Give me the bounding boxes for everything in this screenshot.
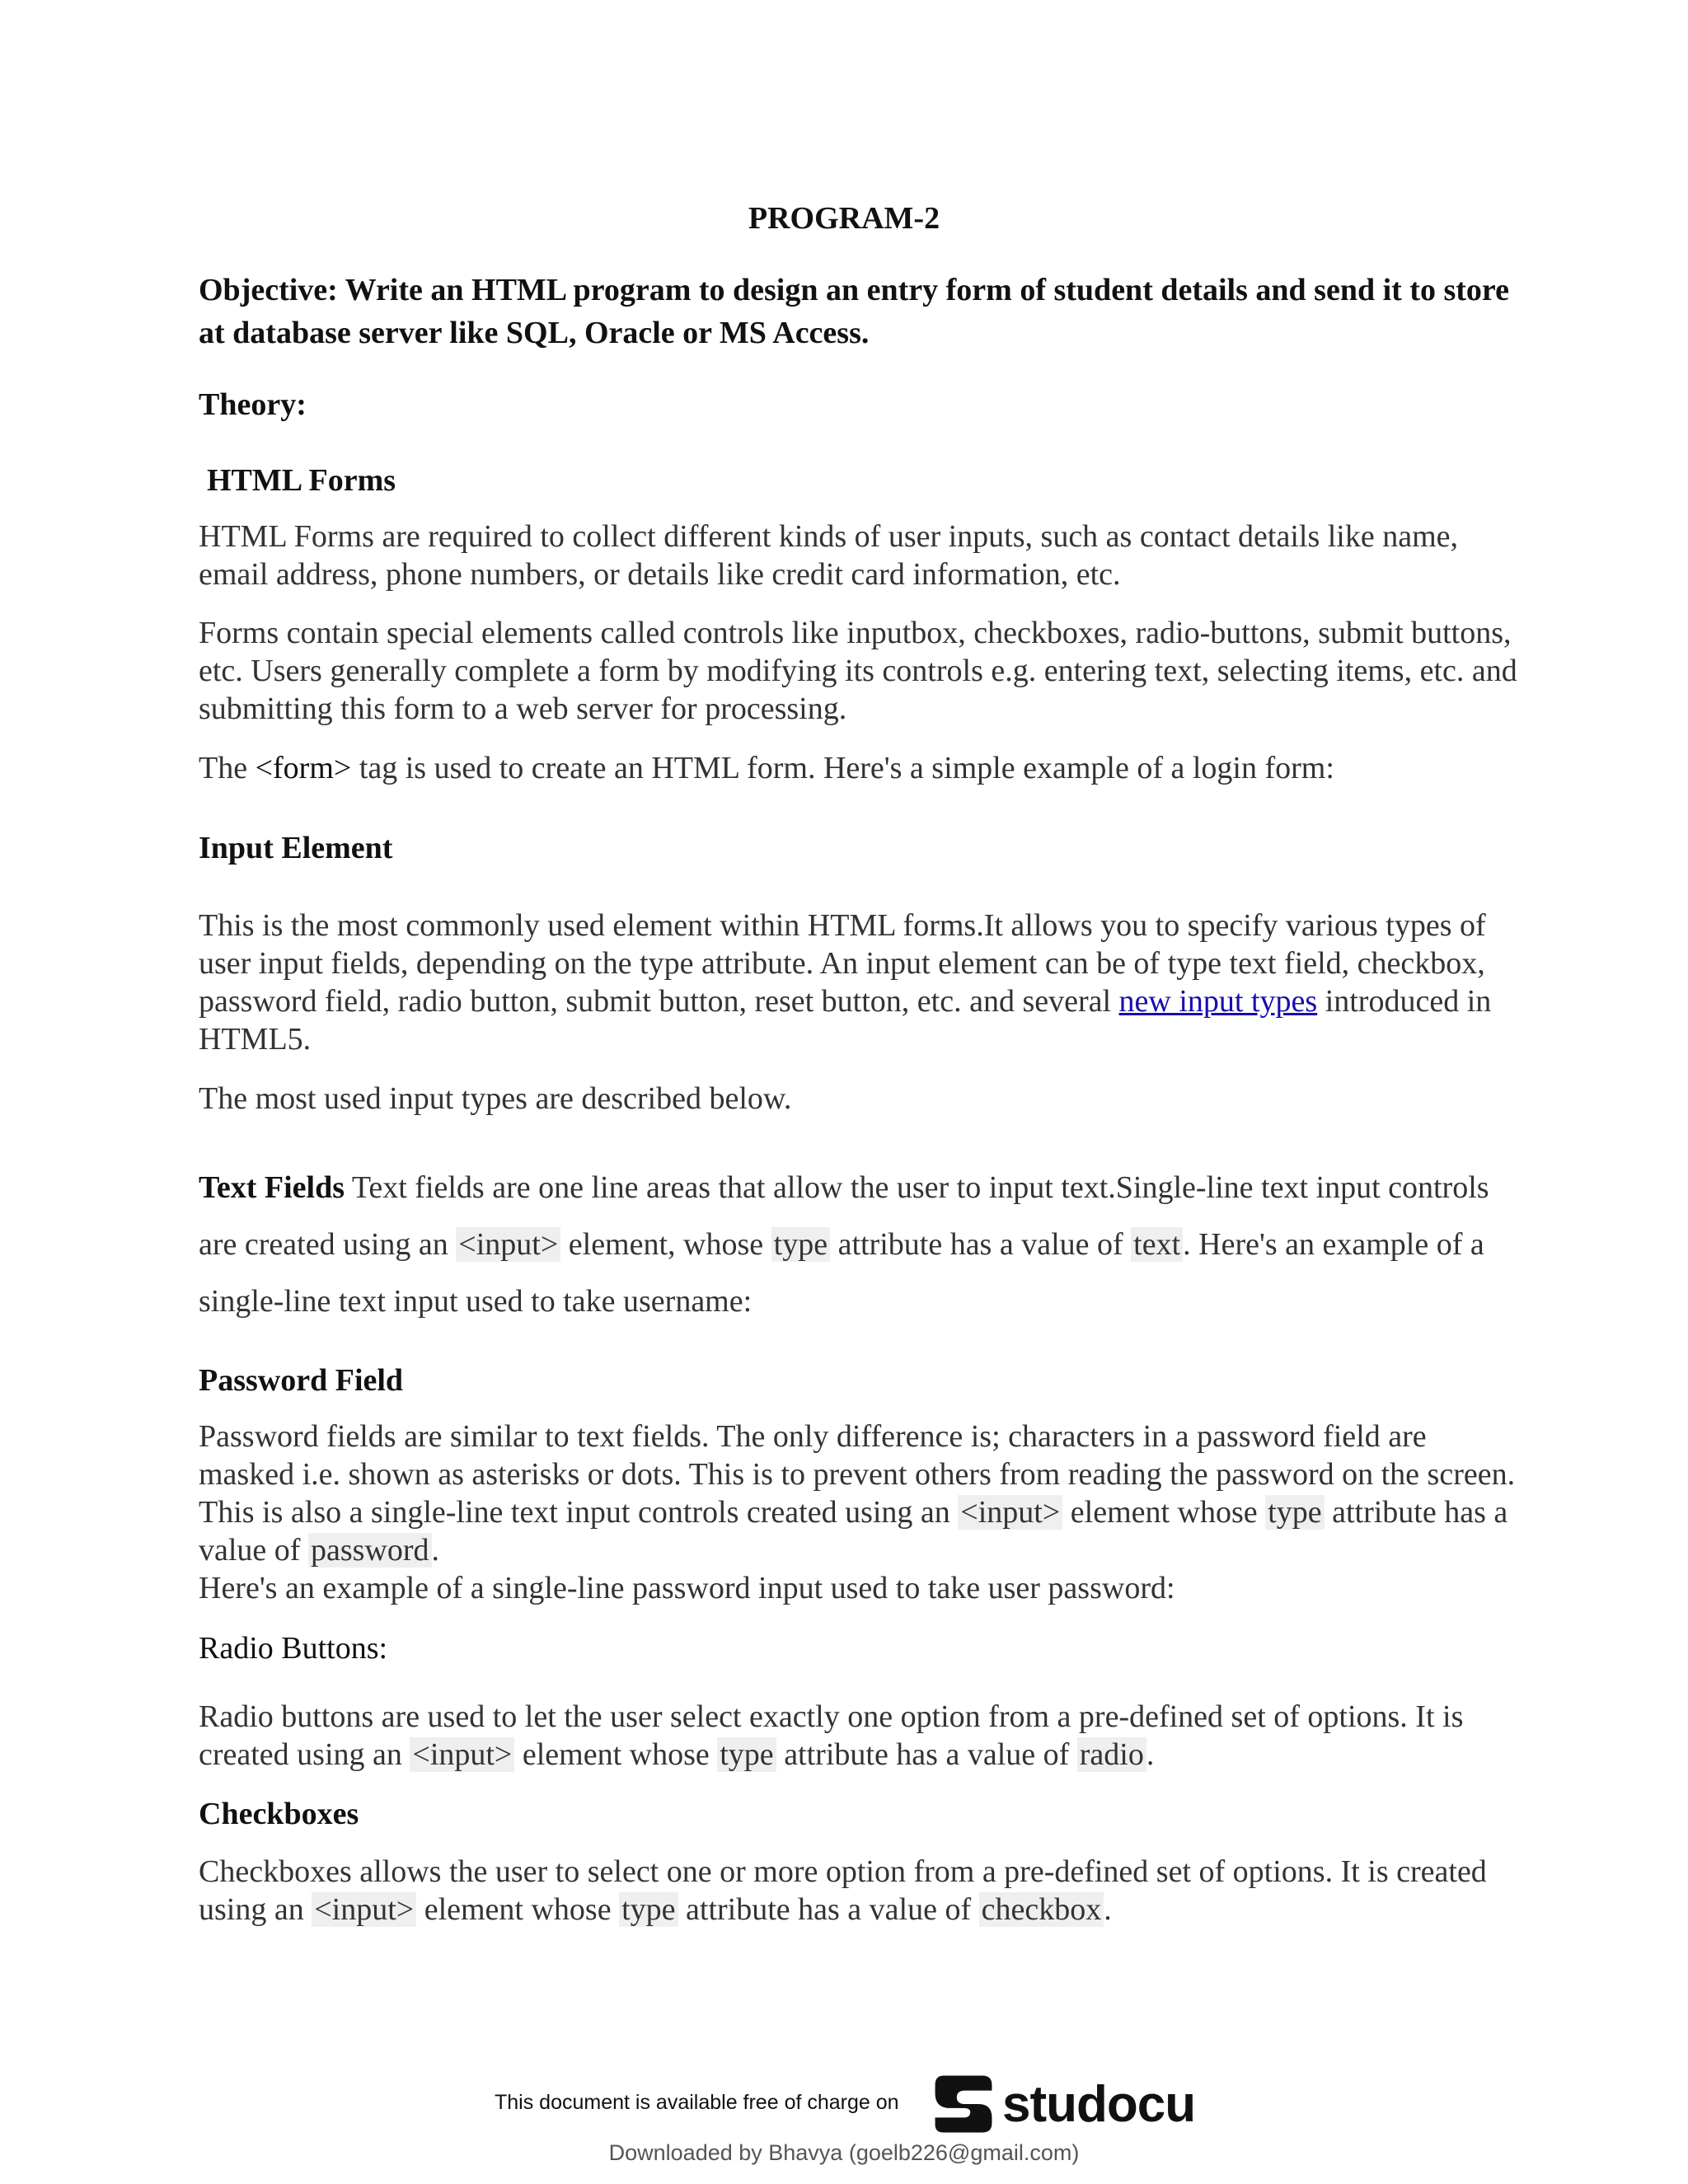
- inline-code: password: [308, 1533, 432, 1568]
- studocu-wordmark: studocu: [1002, 2075, 1196, 2133]
- downloaded-by-text: Downloaded by Bhavya (goelb226@gmail.com): [608, 2140, 1080, 2165]
- checkboxes-paragraph: Checkboxes allows the user to select one or more option from a pre-defined set of options. It is created using an <input> element whose type attribute has a value of checkbox.: [199, 1854, 1487, 1927]
- inline-code: <input>: [456, 1227, 560, 1262]
- input-element-paragraph: This is the most commonly used element within HTML forms.It allows you to specify various types of user input fields, depending on the type attribute. An input element can be of type text field, checkbox, password field, radio button, submit button, reset button, etc. and several new input types introduced in HTML5.: [199, 908, 1492, 1057]
- studocu-logo[interactable]: [930, 2070, 1195, 2138]
- inline-code: radio: [1077, 1737, 1146, 1772]
- radio-buttons-paragraph: Radio buttons are used to let the user select exactly one option from a pre-defined set of options. It is created using an <input> element whose type attribute has a value of radio.: [199, 1699, 1464, 1772]
- inline-code: <input>: [958, 1495, 1062, 1530]
- radio-buttons-heading: Radio Buttons:: [199, 1631, 388, 1666]
- new-input-types-link[interactable]: new input types: [1118, 984, 1318, 1019]
- password-field-paragraph: Password fields are similar to text fields. The only difference is; characters in a password field are masked i.e. shown as asterisks or dots. This is to prevent others from reading the password on the screen. This is also a single-line text input controls created using an <input> element whose type attribute has a value of password. Here's an example of a single-line password input used to take user password:: [199, 1419, 1516, 1605]
- password-field-heading: Password Field: [199, 1363, 404, 1398]
- inline-code: <input>: [410, 1737, 514, 1772]
- inline-code: <input>: [312, 1892, 416, 1927]
- checkboxes-heading: Checkboxes: [199, 1797, 359, 1831]
- text-fields-label: Text Fields: [199, 1170, 345, 1205]
- input-types-intro: The most used input types are described below.: [199, 1081, 792, 1116]
- objective-text: Objective: Write an HTML program to design an entry form of student details and send it to store at database server like SQL, Oracle or MS Access.: [199, 273, 1509, 350]
- theory-heading: Theory:: [199, 387, 307, 422]
- inline-code: text: [1131, 1227, 1183, 1262]
- footer-note: This document is available free of charge on: [495, 2091, 899, 2114]
- html-forms-heading: HTML Forms: [207, 463, 396, 498]
- forms-paragraph-3: The <form> tag is used to create an HTML form. Here's a simple example of a login form:: [199, 751, 1334, 785]
- inline-code: type: [717, 1737, 776, 1772]
- text-fields-paragraph: Text Fields Text fields are one line areas that allow the user to input text.Single-line text input controls are created using an <input> element, whose type attribute has a value of text. Here's an example of a single-line text input used to take username:: [199, 1170, 1489, 1319]
- inline-code: type: [619, 1892, 678, 1927]
- inline-code: type: [771, 1227, 830, 1262]
- forms-paragraph-2: Forms contain special elements called controls like inputbox, checkboxes, radio-buttons, submit buttons, etc. Users generally complete a form by modifying its controls e.g. entering text, selecting items, etc. and submitting this form to a web server for processing.: [199, 616, 1517, 726]
- form-tag-text: <form>: [255, 751, 352, 785]
- studocu-logo-icon: [930, 2070, 997, 2138]
- forms-paragraph-1: HTML Forms are required to collect different kinds of user inputs, such as contact details like name, email address, phone numbers, or details like credit card information, etc.: [199, 519, 1459, 592]
- inline-code: checkbox: [979, 1892, 1104, 1927]
- page-title: PROGRAM-2: [748, 201, 940, 236]
- inline-code: type: [1265, 1495, 1324, 1530]
- input-element-heading: Input Element: [199, 831, 393, 865]
